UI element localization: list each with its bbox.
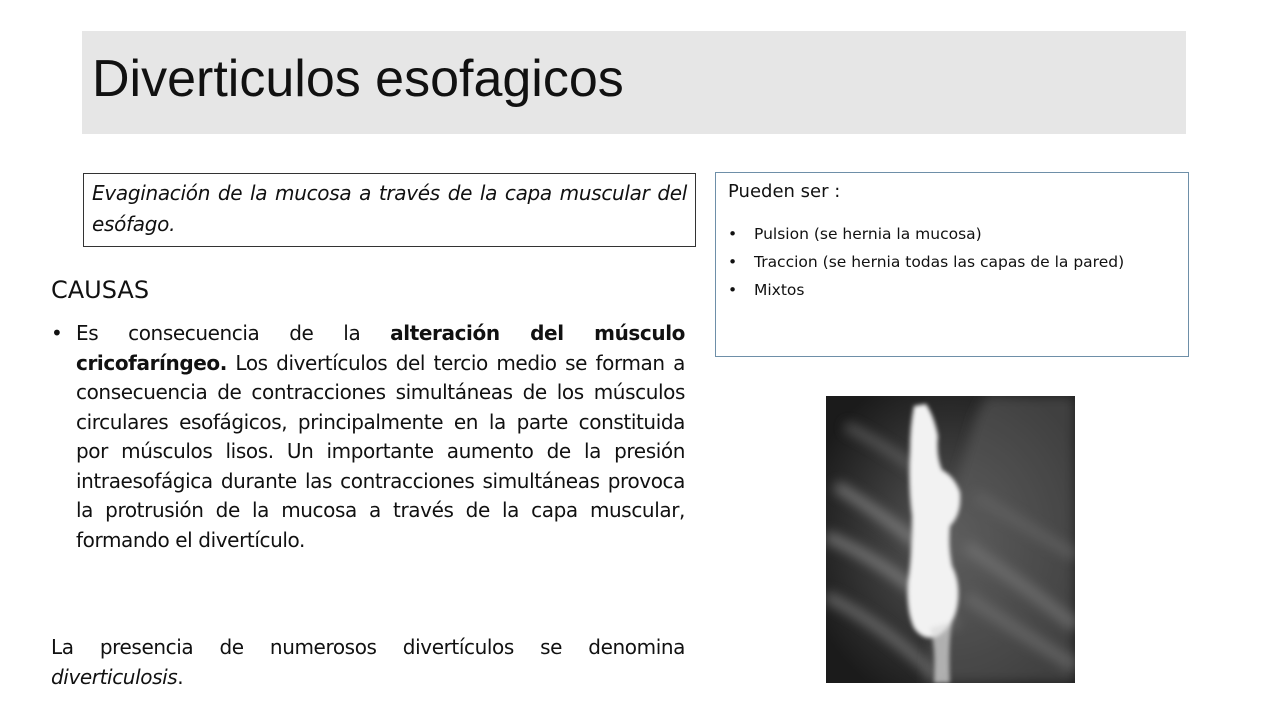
conclusion-term: diverticulosis xyxy=(51,664,178,689)
xray-graphic xyxy=(826,396,1075,683)
conclusion-text: La presencia de numerosos divertículos se denomina xyxy=(51,635,685,659)
types-heading: Pueden ser : xyxy=(728,181,841,202)
types-box xyxy=(715,172,1189,357)
list-item: • Pulsion (se hernia la mucosa) xyxy=(728,222,1176,247)
title-bar xyxy=(82,31,1186,134)
causas-text-post: Los divertículos del tercio medio se forman a consecuencia de contracciones simultáneas de los músculos circulares esofágicos, principalmente en la parte constituida por músculos lisos. Un importante aumento de la presión intraesofágica durante las contracciones simultáneas provoca la protrusión de la mucosa a través de la capa muscular, formando el divertículo. xyxy=(76,350,685,552)
slide-title: Diverticulos esofagicos xyxy=(92,50,624,108)
definition-box: Evaginación de la mucosa a través de la capa muscular del esófago. xyxy=(83,173,696,247)
list-item: • Mixtos xyxy=(728,278,1176,303)
causas-bullet xyxy=(51,319,685,555)
causas-heading: CAUSAS xyxy=(51,276,150,304)
causas-emphasis: alteración del músculo cricofaríngeo. xyxy=(76,321,685,375)
types-list xyxy=(728,222,1176,303)
bullet-glyph: • xyxy=(51,321,63,345)
causas-text-pre: Es consecuencia de la xyxy=(76,321,391,345)
conclusion-paragraph xyxy=(51,633,685,692)
list-item: • Traccion (se hernia todas las capas de la pared) xyxy=(728,250,1176,275)
causas-paragraph xyxy=(76,319,685,555)
conclusion-end: . xyxy=(177,664,184,689)
xray-image xyxy=(826,396,1075,683)
